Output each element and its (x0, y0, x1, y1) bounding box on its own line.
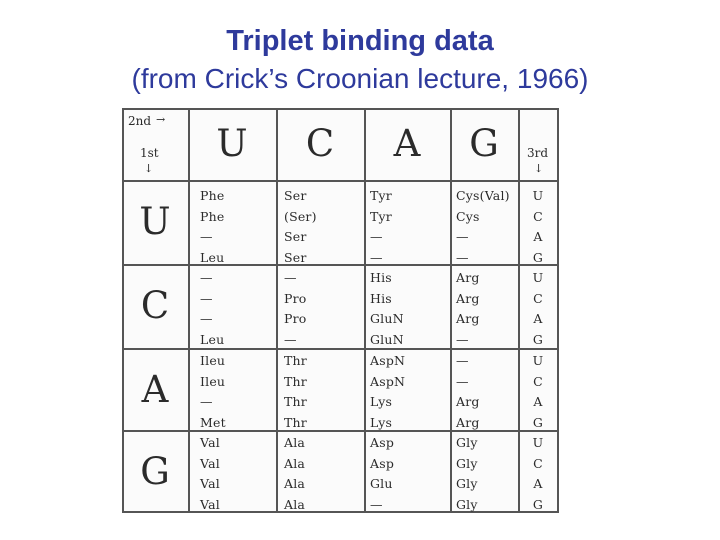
cell-au (200, 351, 278, 433)
third-base: A (533, 394, 543, 409)
amino-acid: Thr (284, 394, 307, 409)
amino-acid: Arg (456, 290, 480, 306)
amino-acid: Val (200, 435, 220, 450)
amino-acid: — (456, 331, 469, 347)
row-header-a: A (141, 368, 169, 411)
amino-acid: AspN (370, 373, 406, 389)
third-base: C (533, 208, 543, 224)
amino-acid: Gly (456, 435, 478, 450)
cell-uu (200, 186, 278, 268)
row-header-g: G (140, 450, 170, 493)
amino-acid: AspN (370, 353, 406, 368)
amino-acid: Asp (370, 455, 395, 471)
third-base-a (523, 351, 553, 433)
header-third-label: 3rd (527, 146, 549, 160)
amino-acid: Lys (370, 394, 393, 409)
column-header-g: G (469, 122, 499, 165)
amino-acid: GluN (370, 311, 404, 326)
header-second-label: 2nd (128, 114, 152, 128)
amino-acid: — (456, 373, 469, 389)
amino-acid: Ala (284, 496, 306, 512)
header-first-label: 1st (140, 146, 159, 160)
table-divider-header (122, 180, 559, 182)
amino-acid: Gly (456, 496, 478, 512)
amino-acid: Ala (284, 476, 306, 491)
amino-acid: Glu (370, 476, 393, 491)
amino-acid: Thr (284, 353, 307, 368)
amino-acid: — (370, 496, 383, 512)
amino-acid: Arg (456, 414, 480, 430)
amino-acid: Ileu (200, 373, 226, 389)
slide-subtitle: (from Crick’s Croonian lecture, 1966) (131, 63, 589, 94)
amino-acid: Pro (284, 311, 307, 326)
cell-ug (456, 186, 518, 268)
cell-ga (370, 433, 448, 515)
third-base: A (533, 476, 543, 491)
amino-acid: (Ser) (284, 208, 317, 224)
table-divider-third-col (518, 108, 520, 513)
third-base: U (532, 353, 544, 368)
third-base-g (523, 433, 553, 515)
down-arrow-icon: ↓ (144, 162, 154, 175)
down-arrow-icon: ↓ (534, 162, 544, 175)
column-header-a: A (393, 122, 421, 165)
amino-acid: Leu (200, 249, 225, 265)
table-border-top (122, 108, 559, 110)
amino-acid: — (284, 270, 297, 285)
cell-cc (284, 268, 362, 350)
amino-acid: Val (200, 476, 220, 491)
amino-acid: Lys (370, 414, 393, 430)
cell-gu (200, 433, 278, 515)
amino-acid: — (456, 229, 469, 244)
third-base: C (533, 290, 543, 306)
right-arrow-icon: → (156, 113, 166, 126)
amino-acid: — (200, 394, 213, 409)
column-header-u: U (216, 122, 248, 165)
amino-acid: Gly (456, 455, 478, 471)
table-divider-first-col (188, 108, 190, 513)
amino-acid: Ser (284, 249, 307, 265)
amino-acid: Phe (200, 208, 225, 224)
amino-acid: Thr (284, 414, 307, 430)
third-base: A (533, 229, 543, 244)
amino-acid: His (370, 270, 392, 285)
amino-acid: Cys (456, 208, 480, 224)
amino-acid: — (200, 229, 213, 244)
third-base: U (532, 270, 544, 285)
cell-gc (284, 433, 362, 515)
cell-ac (284, 351, 362, 433)
amino-acid: Tyr (370, 188, 392, 203)
column-header-c: C (305, 122, 335, 165)
amino-acid: Val (200, 496, 220, 512)
amino-acid: Ileu (200, 353, 226, 368)
amino-acid: Cys(Val) (456, 188, 510, 203)
third-base: C (533, 373, 543, 389)
amino-acid: Ser (284, 188, 307, 203)
cell-gg (456, 433, 518, 515)
amino-acid: Leu (200, 331, 225, 347)
cell-ua (370, 186, 448, 268)
table-divider-a-g (450, 108, 452, 513)
amino-acid: — (200, 311, 213, 326)
amino-acid: — (284, 331, 297, 347)
table-divider-c-a (364, 108, 366, 513)
amino-acid: Arg (456, 394, 480, 409)
amino-acid: Ala (284, 455, 306, 471)
third-base: G (532, 496, 544, 512)
amino-acid: Ser (284, 229, 307, 244)
amino-acid: Arg (456, 311, 480, 326)
amino-acid: Ala (284, 435, 306, 450)
slide-title: Triplet binding data (226, 25, 494, 57)
amino-acid: — (200, 270, 213, 285)
amino-acid: Thr (284, 373, 307, 389)
table-border-right (557, 108, 559, 513)
amino-acid: Val (200, 455, 220, 471)
cell-cg (456, 268, 518, 350)
amino-acid: Arg (456, 270, 480, 285)
third-base: U (532, 188, 544, 203)
amino-acid: Pro (284, 290, 307, 306)
codon-table-image (122, 108, 559, 513)
row-header-c: C (140, 284, 170, 327)
amino-acid: Phe (200, 188, 225, 203)
amino-acid: Asp (370, 435, 395, 450)
amino-acid: Met (200, 414, 226, 430)
amino-acid: — (456, 249, 469, 265)
third-base: U (532, 435, 544, 450)
amino-acid: Tyr (370, 208, 392, 224)
cell-uc (284, 186, 362, 268)
third-base-u (523, 186, 553, 268)
cell-cu (200, 268, 278, 350)
amino-acid: GluN (370, 331, 404, 347)
amino-acid: — (370, 229, 383, 244)
cell-ca (370, 268, 448, 350)
cell-aa (370, 351, 448, 433)
row-header-u: U (139, 200, 171, 243)
amino-acid: — (370, 249, 383, 265)
third-base-c (523, 268, 553, 350)
amino-acid: — (456, 353, 469, 368)
amino-acid: His (370, 290, 392, 306)
amino-acid: — (200, 290, 213, 306)
amino-acid: Gly (456, 476, 478, 491)
third-base: G (532, 331, 544, 347)
third-base: G (532, 414, 544, 430)
third-base: A (533, 311, 543, 326)
third-base: G (532, 249, 544, 265)
third-base: C (533, 455, 543, 471)
cell-ag (456, 351, 518, 433)
